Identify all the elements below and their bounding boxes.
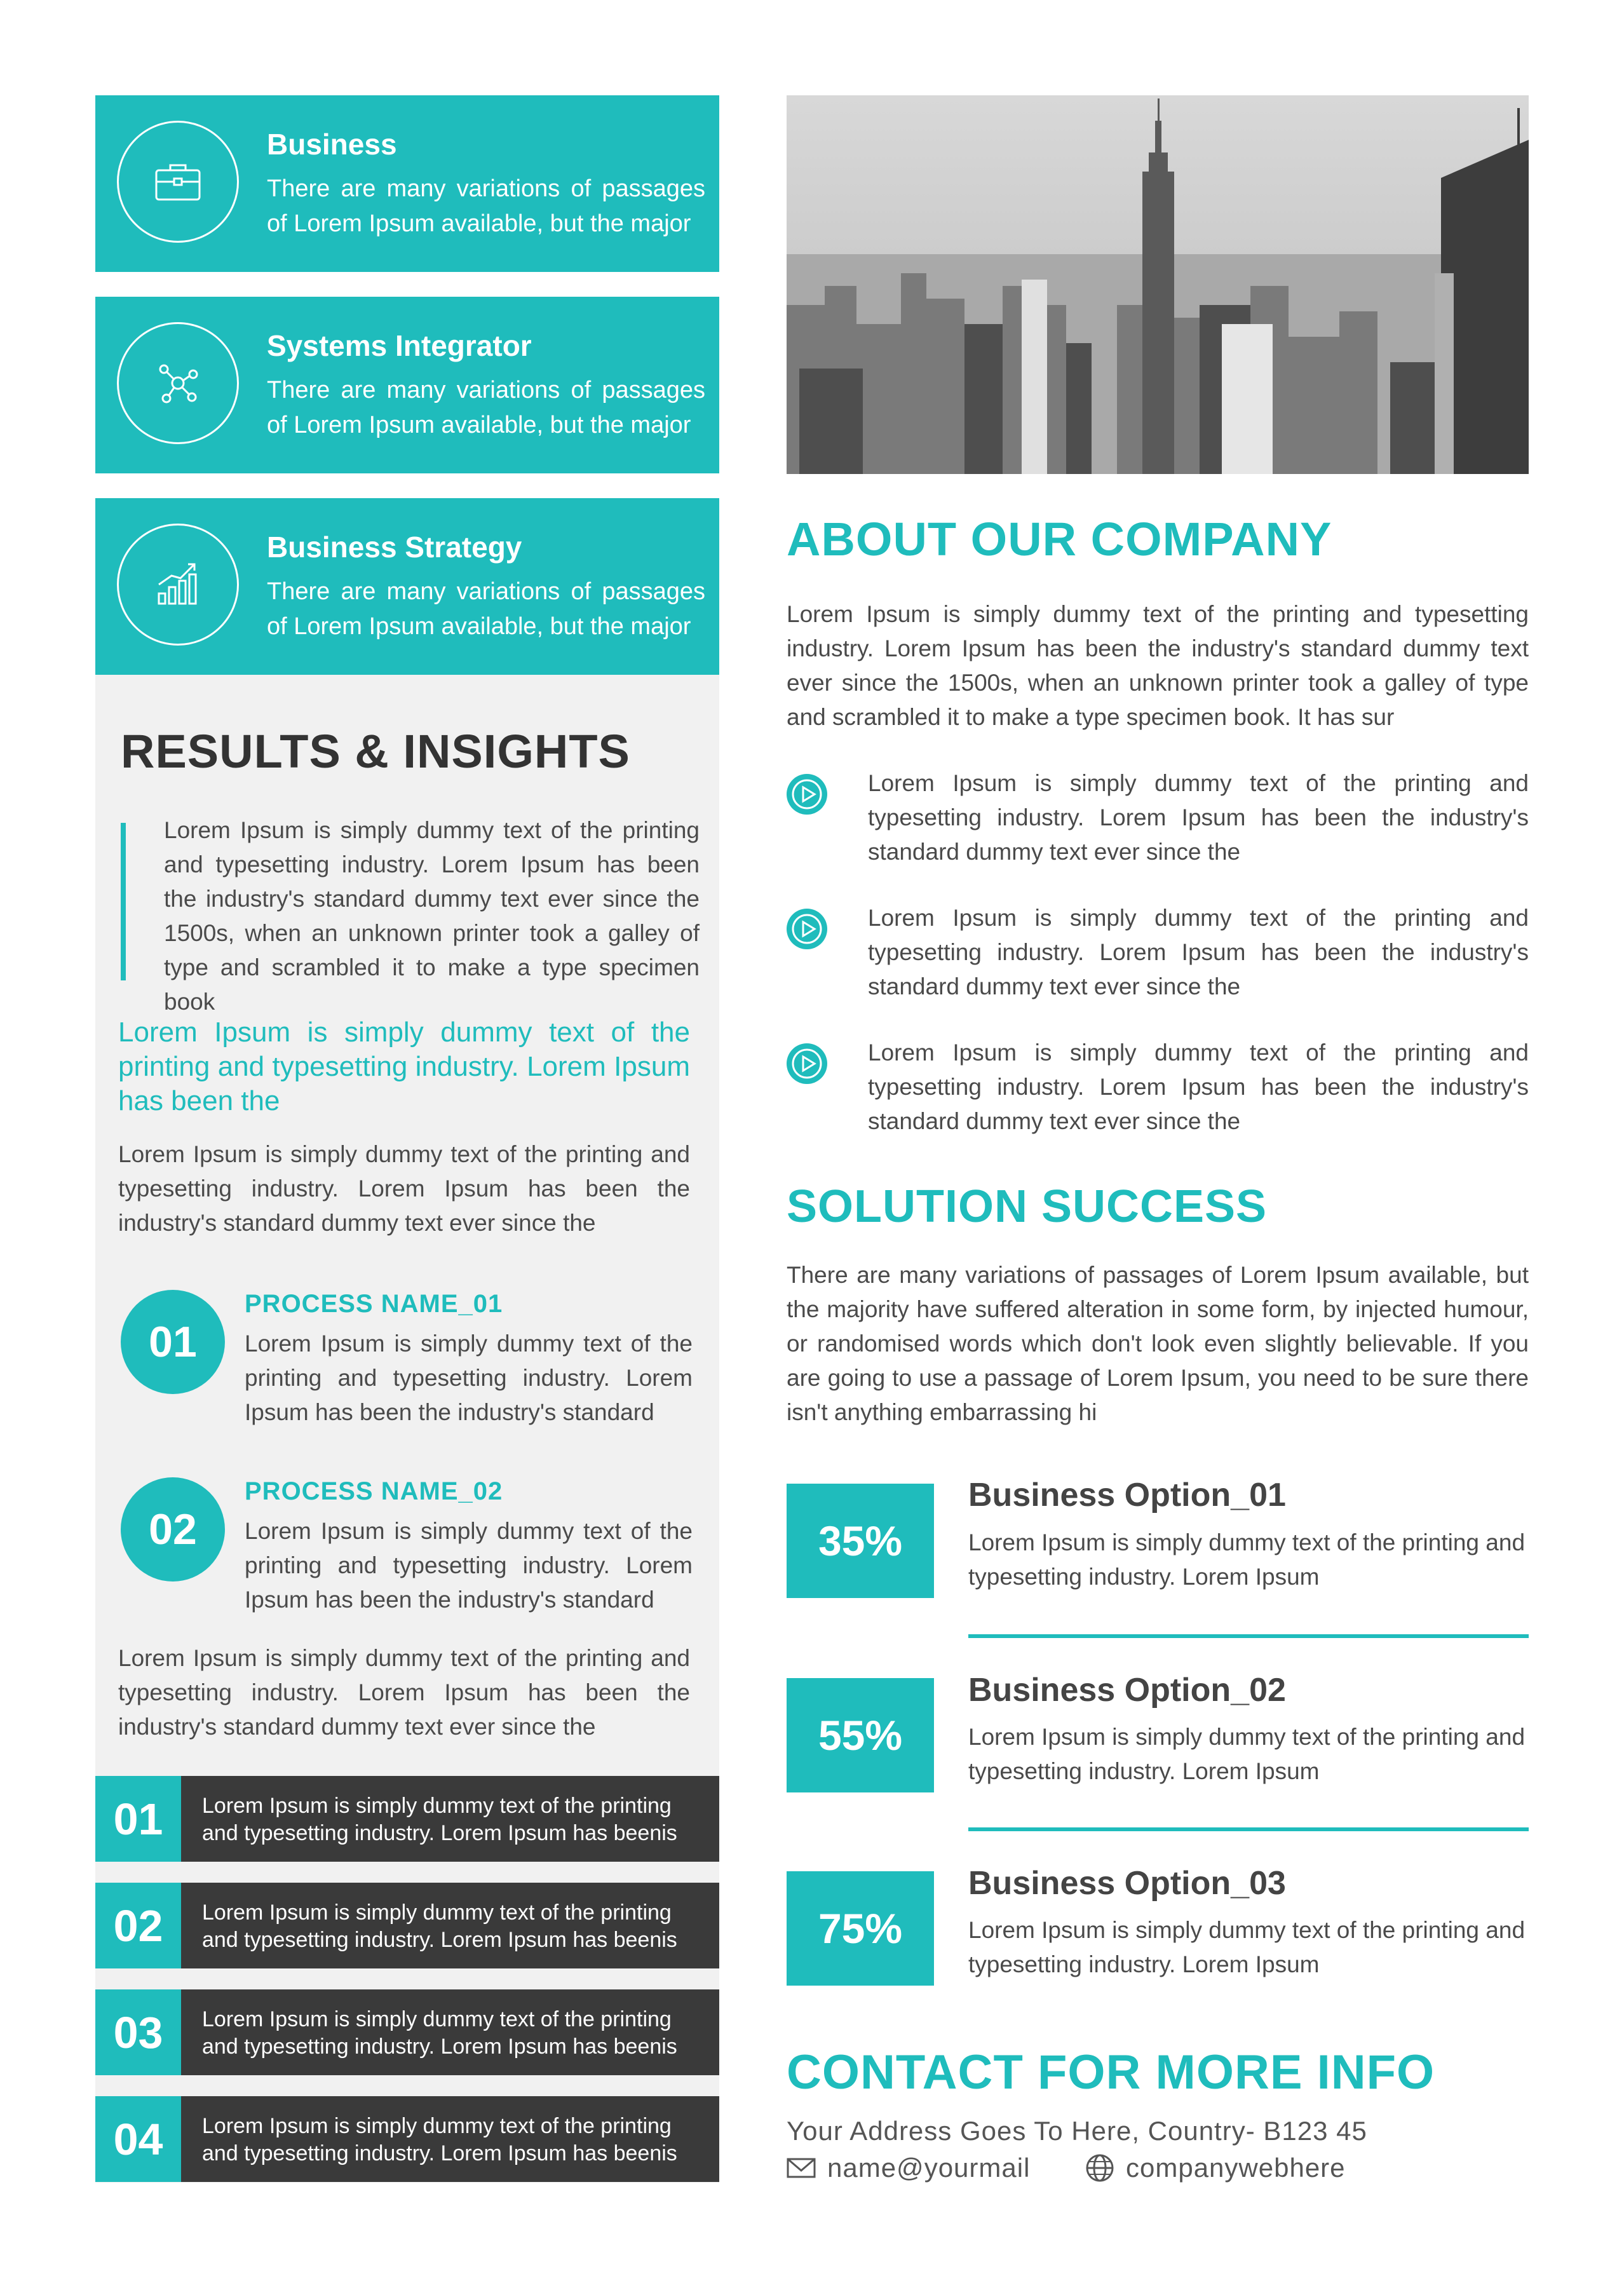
process-body: Lorem Ipsum is simply dummy text of the printing and typesetting industry. Lorem Ipsum has been the industry's standard bbox=[245, 1518, 693, 1613]
results-lead: Lorem Ipsum is simply dummy text of the printing and typesetting industry. Lorem Ipsum has been the bbox=[118, 1017, 690, 1116]
solution-heading: SOLUTION SUCCESS bbox=[787, 1181, 1268, 1232]
numbered-item-text: Lorem Ipsum is simply dummy text of the printing and typesetting industry. Lorem Ipsum has beenis bbox=[202, 2007, 677, 2059]
briefcase-icon bbox=[152, 156, 203, 207]
about-bullet-text: Lorem Ipsum is simply dummy text of the printing and typesetting industry. Lorem Ipsum has been the industry's standard dummy text ever since the bbox=[868, 905, 1529, 999]
option-divider bbox=[968, 1827, 1529, 1831]
numbered-item-text: Lorem Ipsum is simply dummy text of the printing and typesetting industry. Lorem Ipsum has beenis bbox=[202, 1900, 677, 1952]
about-bullet-text: Lorem Ipsum is simply dummy text of the printing and typesetting industry. Lorem Ipsum has been the industry's standard dummy text ever since the bbox=[868, 1040, 1529, 1134]
option-divider bbox=[968, 1634, 1529, 1638]
numbered-item bbox=[95, 2096, 719, 2182]
network-icon bbox=[152, 358, 203, 409]
contact-heading: CONTACT FOR MORE INFO bbox=[787, 2045, 1435, 2099]
about-heading: ABOUT OUR COMPANY bbox=[787, 513, 1332, 566]
city-skyline-photo bbox=[787, 95, 1529, 474]
results-heading: RESULTS & INSIGHTS bbox=[121, 725, 630, 778]
numbered-item bbox=[95, 1883, 719, 1968]
solution-body: There are many variations of passages of Lorem Ipsum available, but the majority have suffered alteration in some form, by injected humour, or randomised words which don't look even slightly believable. If you are going to use a passage of Lorem Ipsum, you need to be sure there isn't anything embarrassing hi bbox=[787, 1262, 1529, 1425]
service-card-business bbox=[95, 95, 719, 272]
numbered-item bbox=[95, 1989, 719, 2075]
option-percentage: 75% bbox=[787, 1871, 934, 1986]
contact-website-row bbox=[1085, 2153, 1346, 2183]
service-card-business-strategy bbox=[95, 498, 719, 675]
service-desc: There are many variations of passages of Lorem Ipsum available, but the major bbox=[267, 578, 705, 640]
option-title: Business Option_03 bbox=[968, 1865, 1286, 1902]
option-desc: Lorem Ipsum is simply dummy text of the printing and typesetting industry. Lorem Ipsum bbox=[968, 1724, 1526, 1784]
service-card-systems-integrator bbox=[95, 297, 719, 473]
play-bullet-icon bbox=[787, 909, 827, 949]
service-icon-circle bbox=[117, 524, 239, 646]
service-title: Business Strategy bbox=[267, 531, 522, 564]
globe-icon bbox=[1085, 2153, 1114, 2183]
mail-icon bbox=[787, 2157, 816, 2179]
service-icon-circle bbox=[117, 322, 239, 444]
quote-accent-bar bbox=[121, 823, 126, 980]
results-paragraph-1: Lorem Ipsum is simply dummy text of the printing and typesetting industry. Lorem Ipsum has been the industry's standard dummy text ever since the bbox=[118, 1141, 690, 1236]
numbered-item-badge: 01 bbox=[95, 1776, 181, 1862]
process-title: PROCESS NAME_02 bbox=[245, 1477, 503, 1505]
play-bullet-icon bbox=[787, 774, 827, 815]
contact-email-row bbox=[787, 2153, 1030, 2183]
numbered-item-text: Lorem Ipsum is simply dummy text of the printing and typesetting industry. Lorem Ipsum has beenis bbox=[202, 1794, 677, 1845]
service-desc: There are many variations of passages of Lorem Ipsum available, but the major bbox=[267, 175, 705, 237]
option-desc: Lorem Ipsum is simply dummy text of the printing and typesetting industry. Lorem Ipsum bbox=[968, 1917, 1526, 1977]
option-title: Business Option_01 bbox=[968, 1477, 1286, 1514]
contact-email[interactable]: name@yourmail bbox=[827, 2153, 1031, 2183]
about-body: Lorem Ipsum is simply dummy text of the printing and typesetting industry. Lorem Ipsum has been the industry's standard dummy text ever since the 1500s, when an unknown printer took a galley of type and scrambled it to make a type specimen book. It has sur bbox=[787, 601, 1529, 730]
numbered-item-badge: 04 bbox=[95, 2096, 181, 2182]
results-paragraph-2: Lorem Ipsum is simply dummy text of the printing and typesetting industry. Lorem Ipsum has been the industry's standard dummy text ever since the bbox=[118, 1645, 690, 1740]
about-bullet-text: Lorem Ipsum is simply dummy text of the printing and typesetting industry. Lorem Ipsum has been the industry's standard dummy text ever since the bbox=[868, 770, 1529, 865]
numbered-item-text: Lorem Ipsum is simply dummy text of the printing and typesetting industry. Lorem Ipsum has beenis bbox=[202, 2114, 677, 2165]
option-percentage: 35% bbox=[787, 1484, 934, 1598]
process-body: Lorem Ipsum is simply dummy text of the printing and typesetting industry. Lorem Ipsum has been the industry's standard bbox=[245, 1331, 693, 1425]
service-title: Systems Integrator bbox=[267, 329, 532, 362]
process-title: PROCESS NAME_01 bbox=[245, 1290, 503, 1318]
process-number-badge: 01 bbox=[121, 1290, 225, 1394]
contact-website[interactable]: companywebhere bbox=[1126, 2153, 1346, 2183]
numbered-item-badge: 03 bbox=[95, 1989, 181, 2075]
numbered-item-badge: 02 bbox=[95, 1883, 181, 1968]
option-desc: Lorem Ipsum is simply dummy text of the printing and typesetting industry. Lorem Ipsum bbox=[968, 1529, 1526, 1590]
service-title: Business bbox=[267, 128, 397, 161]
option-title: Business Option_02 bbox=[968, 1672, 1286, 1709]
play-bullet-icon bbox=[787, 1043, 827, 1084]
option-percentage: 55% bbox=[787, 1678, 934, 1792]
numbered-item bbox=[95, 1776, 719, 1862]
growth-chart-icon bbox=[152, 559, 203, 610]
service-desc: There are many variations of passages of Lorem Ipsum available, but the major bbox=[267, 377, 705, 438]
results-quote: Lorem Ipsum is simply dummy text of the printing and typesetting industry. Lorem Ipsum has been the industry's standard dummy text ever since the 1500s, when an unknown printer took a galley of type and scrambled it to make a type specimen book bbox=[164, 817, 700, 1015]
process-number-badge: 02 bbox=[121, 1477, 225, 1582]
service-icon-circle bbox=[117, 121, 239, 243]
contact-address: Your Address Goes To Here, Country- B123 45 bbox=[787, 2116, 1367, 2146]
